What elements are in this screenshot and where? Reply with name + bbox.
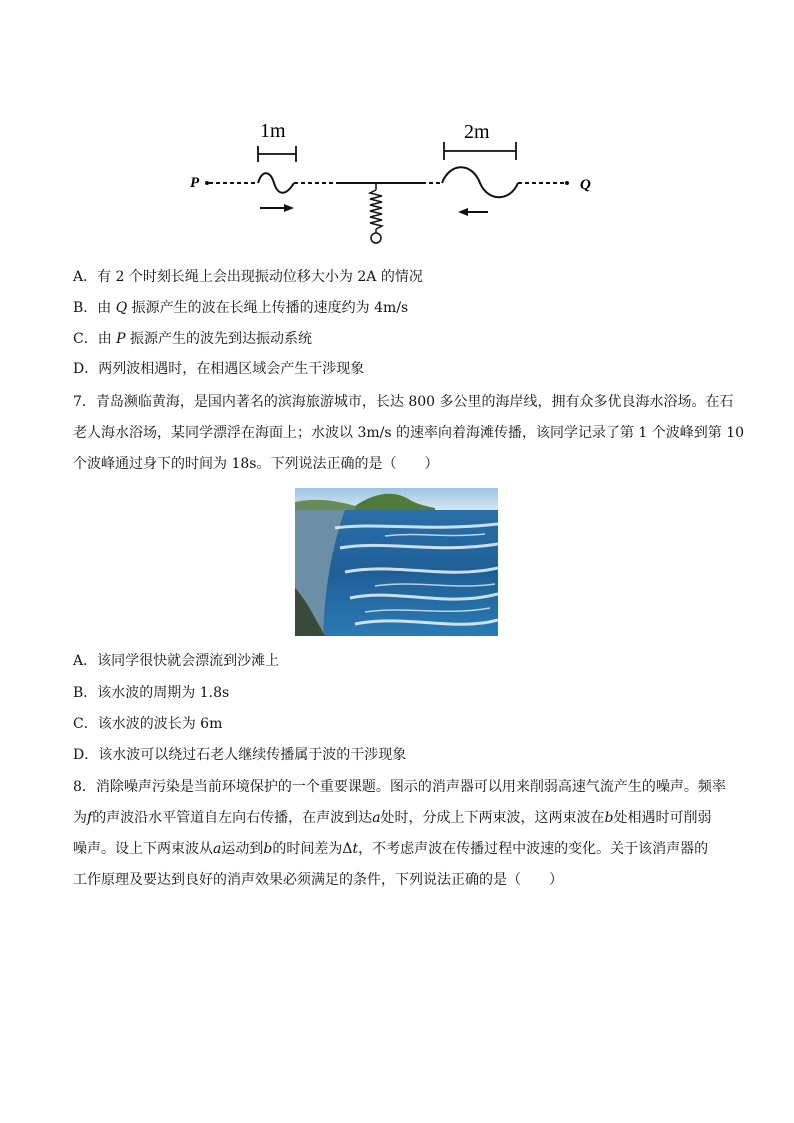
q8-l3-part-c: 的时间差为Δ (272, 841, 353, 857)
left-wave-pulse (258, 173, 294, 193)
left-width-label: 1m (260, 120, 286, 142)
q6-option-b-prefix: B．由 (73, 300, 116, 316)
q-end-dot (565, 181, 569, 185)
q7-option-b: B．该水波的周期为 1.8s (73, 685, 230, 701)
q8-stem-line-2 (73, 808, 712, 828)
q7-stem-line-3: 个波峰通过身下的时间为 18s。下列说法正确的是（ ） (73, 456, 439, 472)
right-width-marker (444, 142, 516, 160)
q8-l3-var-b: b (263, 841, 273, 857)
q6-option-c-var: P (116, 331, 126, 347)
q6-option-c-suffix: 振源产生的波先到达振动系统 (125, 331, 313, 347)
q8-l2-part-b: 的声波沿水平管道自左向右传播，在声波到达 (92, 810, 373, 826)
q6-option-d: D．两列波相遇时，在相遇区域会产生干涉现象 (73, 361, 365, 377)
right-arrow (260, 204, 294, 212)
q8-l2-part-c: 处时，分成上下两束波，这两束波在 (380, 810, 605, 826)
spring-oscillator (370, 183, 382, 243)
q6-option-a: A．有 2 个时刻长绳上会出现振动位移大小为 2A 的情况 (73, 269, 423, 285)
q8-l2-var-b: b (604, 810, 614, 826)
q8-l3-var-a: a (213, 841, 222, 857)
q7-option-c: C．该水波的波长为 6m (73, 716, 223, 732)
q8-l3-var-t: t (352, 841, 359, 857)
left-width-marker (258, 146, 296, 162)
q6-option-c (73, 329, 312, 349)
left-arrow (458, 208, 488, 216)
q7-stem-line-1: 7．青岛濒临黄海，是国内著名的滨海旅游城市，长达 800 多公里的海岸线，拥有众多优良海水浴场。在石 (73, 394, 734, 410)
q6-option-b-suffix: 振源产生的波在长绳上传播的速度约为 4m/s (127, 300, 409, 316)
beach-photo (295, 488, 498, 636)
q6-option-c-prefix: C．由 (73, 331, 117, 347)
q8-l2-var-f: f (87, 810, 93, 826)
q8-l3-part-d: ，不考虑声波在传播过程中波速的变化。关于该消声器的 (358, 841, 709, 857)
right-wave-pulse (442, 167, 518, 197)
wave-rope-diagram (190, 110, 610, 250)
q8-l3-part-b: 运动到 (221, 841, 264, 857)
q6-option-b (73, 298, 408, 318)
label-p: P (190, 175, 200, 191)
q8-stem-line-1: 8．消除噪声污染是当前环境保护的一个重要课题。图示的消声器可以用来削弱高速气流产生的噪声。频率 (73, 779, 726, 795)
p-end-dot (205, 181, 209, 185)
q8-l2-var-a: a (372, 810, 381, 826)
q8-l2-part-a: 为 (73, 810, 87, 826)
q8-stem-line-3 (73, 839, 708, 859)
q6-option-b-var: Q (115, 300, 128, 316)
right-width-label: 2m (464, 121, 490, 143)
q7-option-d: D．该水波可以绕过石老人继续传播属于波的干涉现象 (73, 747, 407, 763)
q7-option-a: A．该同学很快就会漂流到沙滩上 (73, 653, 280, 669)
q8-l3-part-a: 噪声。设上下两束波从 (73, 841, 213, 857)
q8-stem-line-4: 工作原理及要达到良好的消声效果必须满足的条件，下列说法正确的是（ ） (73, 872, 563, 888)
q8-l2-part-d: 处相遇时可削弱 (613, 810, 712, 826)
label-q: Q (580, 177, 591, 193)
q7-stem-line-2: 老人海水浴场，某同学漂浮在海面上；水波以 3m/s 的速率向着海滩传播，该同学记录了第 1 个波峰到第 10 (73, 425, 745, 441)
